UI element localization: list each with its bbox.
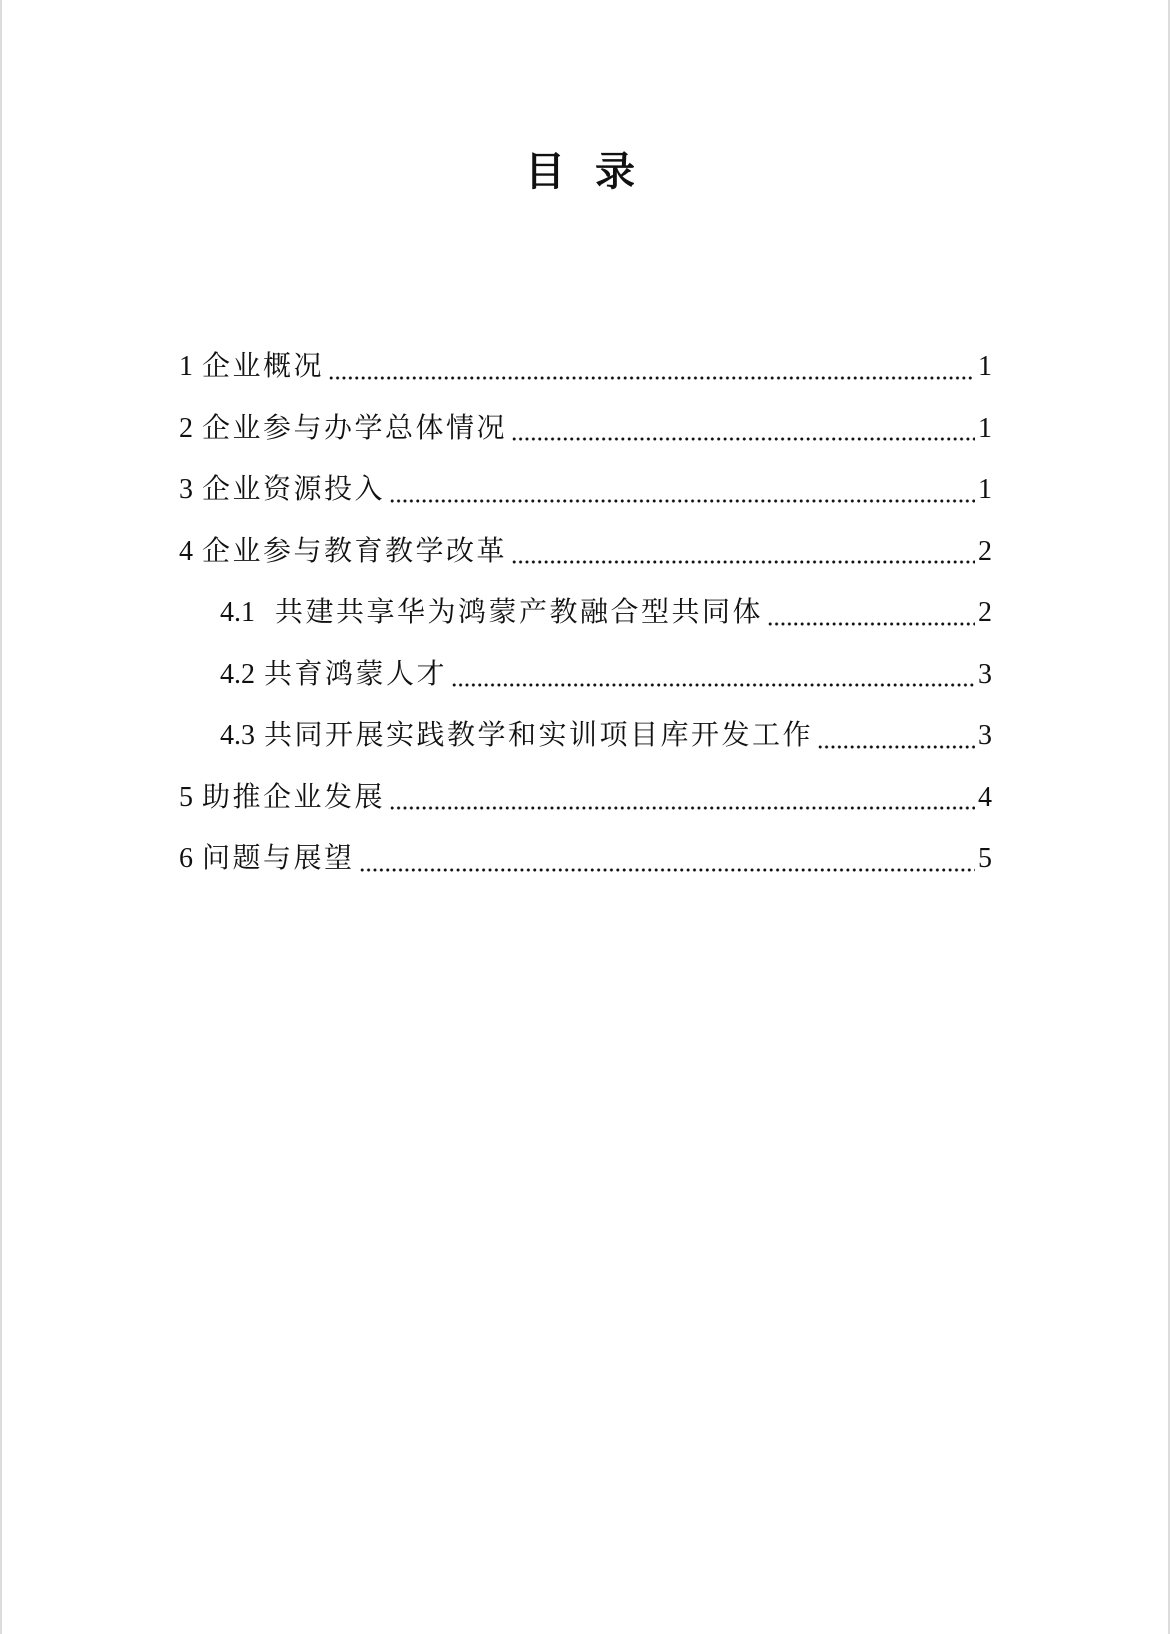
toc-entry-page: 5 bbox=[978, 843, 992, 874]
toc-entry-title: 共建共享华为鸿蒙产教融合型共同体 bbox=[275, 597, 764, 628]
dot-leader bbox=[767, 622, 975, 626]
toc-entry-5[interactable] bbox=[179, 767, 992, 829]
dot-leader bbox=[511, 437, 975, 441]
toc-entry-number: 4.3 bbox=[220, 720, 255, 751]
toc-entry-number: 3 bbox=[179, 474, 193, 505]
dot-leader bbox=[328, 376, 975, 380]
toc-entry-number: 4.2 bbox=[220, 658, 255, 690]
toc-entry-number: 4 bbox=[179, 535, 193, 567]
toc-entry-number: 1 bbox=[179, 351, 193, 382]
toc-entry-page: 1 bbox=[978, 474, 992, 505]
toc-entry-title: 助推企业发展 bbox=[202, 781, 386, 813]
toc-entry-page: 3 bbox=[978, 658, 992, 690]
toc-entry-6[interactable] bbox=[179, 828, 992, 890]
toc-entry-4-2[interactable] bbox=[220, 644, 992, 706]
toc-entry-number: 2 bbox=[179, 412, 193, 444]
toc-entry-number: 4.1 bbox=[220, 597, 255, 628]
dot-leader bbox=[451, 683, 975, 687]
toc-entry-4-3[interactable] bbox=[220, 705, 992, 767]
toc-entry-page: 1 bbox=[978, 412, 992, 444]
dot-leader bbox=[359, 868, 975, 872]
toc-entry-3[interactable] bbox=[179, 459, 992, 521]
toc-entry-title: 企业参与办学总体情况 bbox=[202, 412, 508, 444]
dot-leader bbox=[389, 806, 975, 810]
toc-entry-4[interactable] bbox=[179, 521, 992, 583]
toc-entry-title: 企业资源投入 bbox=[202, 474, 386, 505]
toc-entry-number: 5 bbox=[179, 781, 193, 813]
table-of-contents bbox=[179, 336, 992, 890]
toc-entry-title: 企业概况 bbox=[202, 351, 325, 382]
dot-leader bbox=[389, 499, 975, 503]
toc-entry-page: 2 bbox=[978, 597, 992, 628]
dot-leader bbox=[511, 560, 975, 564]
toc-entry-page: 3 bbox=[978, 720, 992, 751]
toc-entry-page: 4 bbox=[978, 781, 992, 813]
toc-entry-number: 6 bbox=[179, 843, 193, 874]
dot-leader bbox=[817, 745, 975, 749]
toc-entry-title: 共育鸿蒙人才 bbox=[264, 658, 448, 690]
toc-entry-page: 1 bbox=[978, 351, 992, 382]
toc-entry-4-1[interactable] bbox=[220, 582, 992, 644]
toc-entry-1[interactable] bbox=[179, 336, 992, 398]
toc-entry-title: 共同开展实践教学和实训项目库开发工作 bbox=[264, 720, 814, 751]
toc-entry-page: 2 bbox=[978, 535, 992, 567]
toc-entry-2[interactable] bbox=[179, 398, 992, 460]
toc-entry-title: 企业参与教育教学改革 bbox=[202, 535, 508, 567]
page-title: 目 录 bbox=[525, 149, 645, 194]
toc-entry-title: 问题与展望 bbox=[202, 843, 355, 874]
